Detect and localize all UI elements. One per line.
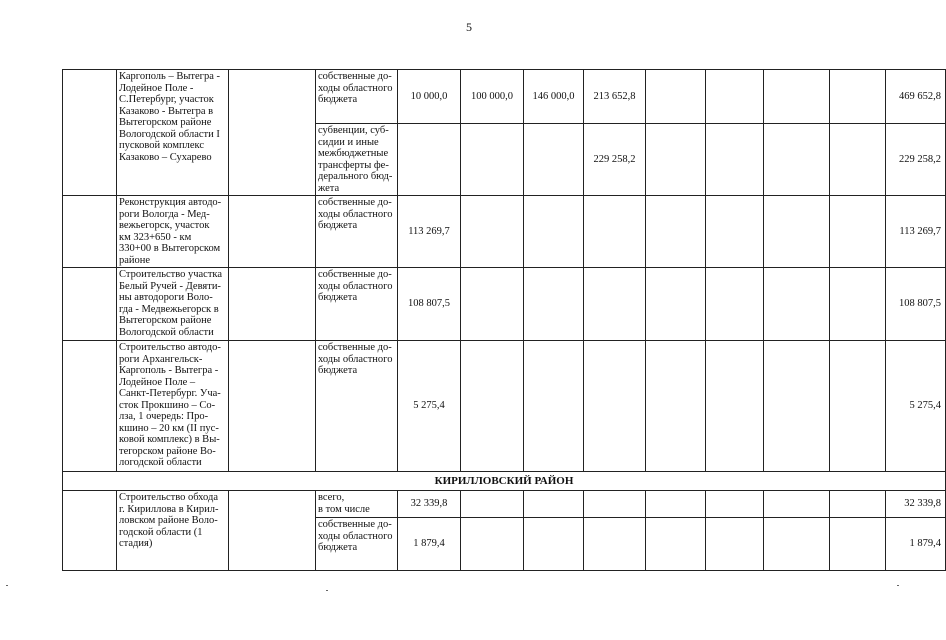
total-cell: 229 258,2 xyxy=(886,124,946,196)
empty-cell xyxy=(229,268,316,341)
object-name-cell: Строительство участка Белый Ручей - Девяти- ны автодороги Воло- гда - Медвежьегорск в Вытегорском районе Вологодской области xyxy=(117,268,229,341)
empty-cell xyxy=(706,70,764,124)
object-name-cell: Каргополь – Вытегра - Лодейное Поле - С.Петербург, участок Казаково - Вытегра в Вытегорском районе Вологодской области I пусковой комплекс Казаково – Сухарево xyxy=(117,70,229,196)
empty-cell xyxy=(764,518,830,571)
value-cell xyxy=(524,341,584,472)
table-row xyxy=(63,341,946,472)
object-name-cell: Строительство обхода г. Кириллова в Кирил- ловском районе Воло- годской области (1 стадия) xyxy=(117,491,229,571)
empty-cell xyxy=(830,268,886,341)
value-cell xyxy=(584,491,646,518)
empty-cell xyxy=(764,268,830,341)
empty-cell xyxy=(646,341,706,472)
value-cell: 32 339,8 xyxy=(398,491,461,518)
empty-cell xyxy=(646,196,706,268)
empty-cell xyxy=(229,341,316,472)
empty-cell xyxy=(706,518,764,571)
empty-cell xyxy=(646,268,706,341)
value-cell: 1 879,4 xyxy=(398,518,461,571)
total-cell: 1 879,4 xyxy=(886,518,946,571)
empty-cell xyxy=(229,196,316,268)
value-cell: 5 275,4 xyxy=(398,341,461,472)
scan-speck xyxy=(897,585,899,586)
empty-cell xyxy=(646,491,706,518)
object-name-cell: Реконструкция автодо- роги Вологда - Мед- вежьегорск, участок км 323+650 - км 330+00 в Вытегорском районе xyxy=(117,196,229,268)
scan-speck xyxy=(326,590,328,591)
total-cell: 32 339,8 xyxy=(886,491,946,518)
value-cell: 108 807,5 xyxy=(398,268,461,341)
value-cell: 113 269,7 xyxy=(398,196,461,268)
row-number-cell xyxy=(63,70,117,196)
funding-source-cell: субвенции, суб- сидии и иные межбюджетные трансферты фе- дерального бюд- жета xyxy=(316,124,398,196)
empty-cell xyxy=(229,70,316,196)
value-cell: 10 000,0 xyxy=(398,70,461,124)
section-title: КИРИЛЛОВСКИЙ РАЙОН xyxy=(63,472,946,491)
empty-cell xyxy=(764,341,830,472)
empty-cell xyxy=(830,70,886,124)
row-number-cell xyxy=(63,341,117,472)
value-cell: 213 652,8 xyxy=(584,70,646,124)
table-row xyxy=(63,196,946,268)
value-cell xyxy=(524,491,584,518)
value-cell: 229 258,2 xyxy=(584,124,646,196)
value-cell xyxy=(461,124,524,196)
row-number-cell xyxy=(63,196,117,268)
value-cell xyxy=(461,268,524,341)
value-cell xyxy=(398,124,461,196)
empty-cell xyxy=(706,196,764,268)
empty-cell xyxy=(706,124,764,196)
empty-cell xyxy=(830,196,886,268)
section-row xyxy=(63,472,946,491)
object-name-cell: Строительство автодо- роги Архангельск- Каргополь - Вытегра - Лодейное Поле – Санкт-Петербург. Уча- сток Прокшино – Со- лза, 1 очередь: Про- кшино – 20 км (II пус- ковой комплекс) в Вы- тегорском районе Во- логодской области xyxy=(117,341,229,472)
scan-speck xyxy=(6,585,8,586)
total-cell: 469 652,8 xyxy=(886,70,946,124)
empty-cell xyxy=(706,491,764,518)
empty-cell xyxy=(646,70,706,124)
empty-cell xyxy=(646,518,706,571)
empty-cell xyxy=(764,196,830,268)
table-row xyxy=(63,491,946,518)
empty-cell xyxy=(764,491,830,518)
funding-source-cell: собственные до- ходы областного бюджета xyxy=(316,70,398,124)
empty-cell xyxy=(646,124,706,196)
budget-table xyxy=(62,69,946,571)
total-cell: 5 275,4 xyxy=(886,341,946,472)
value-cell xyxy=(524,268,584,341)
row-number-cell xyxy=(63,491,117,571)
value-cell xyxy=(461,341,524,472)
value-cell xyxy=(524,124,584,196)
empty-cell xyxy=(706,341,764,472)
table-row xyxy=(63,70,946,124)
value-cell xyxy=(584,268,646,341)
value-cell xyxy=(524,196,584,268)
value-cell: 100 000,0 xyxy=(461,70,524,124)
funding-source-cell: собственные до- ходы областного бюджета xyxy=(316,196,398,268)
value-cell xyxy=(584,341,646,472)
value-cell xyxy=(461,518,524,571)
empty-cell xyxy=(229,491,316,571)
total-cell: 113 269,7 xyxy=(886,196,946,268)
table-row xyxy=(63,268,946,341)
empty-cell xyxy=(764,70,830,124)
funding-source-cell: собственные до- ходы областного бюджета xyxy=(316,341,398,472)
empty-cell xyxy=(830,124,886,196)
funding-source-cell: всего, в том числе xyxy=(316,491,398,518)
value-cell xyxy=(461,491,524,518)
value-cell xyxy=(584,518,646,571)
empty-cell xyxy=(830,341,886,472)
page-number: 5 xyxy=(466,20,472,34)
value-cell: 146 000,0 xyxy=(524,70,584,124)
value-cell xyxy=(461,196,524,268)
value-cell xyxy=(584,196,646,268)
funding-source-cell: собственные до- ходы областного бюджета xyxy=(316,268,398,341)
funding-source-cell: собственные до- ходы областного бюджета xyxy=(316,518,398,571)
total-cell: 108 807,5 xyxy=(886,268,946,341)
empty-cell xyxy=(764,124,830,196)
empty-cell xyxy=(706,268,764,341)
empty-cell xyxy=(830,518,886,571)
value-cell xyxy=(524,518,584,571)
row-number-cell xyxy=(63,268,117,341)
empty-cell xyxy=(830,491,886,518)
